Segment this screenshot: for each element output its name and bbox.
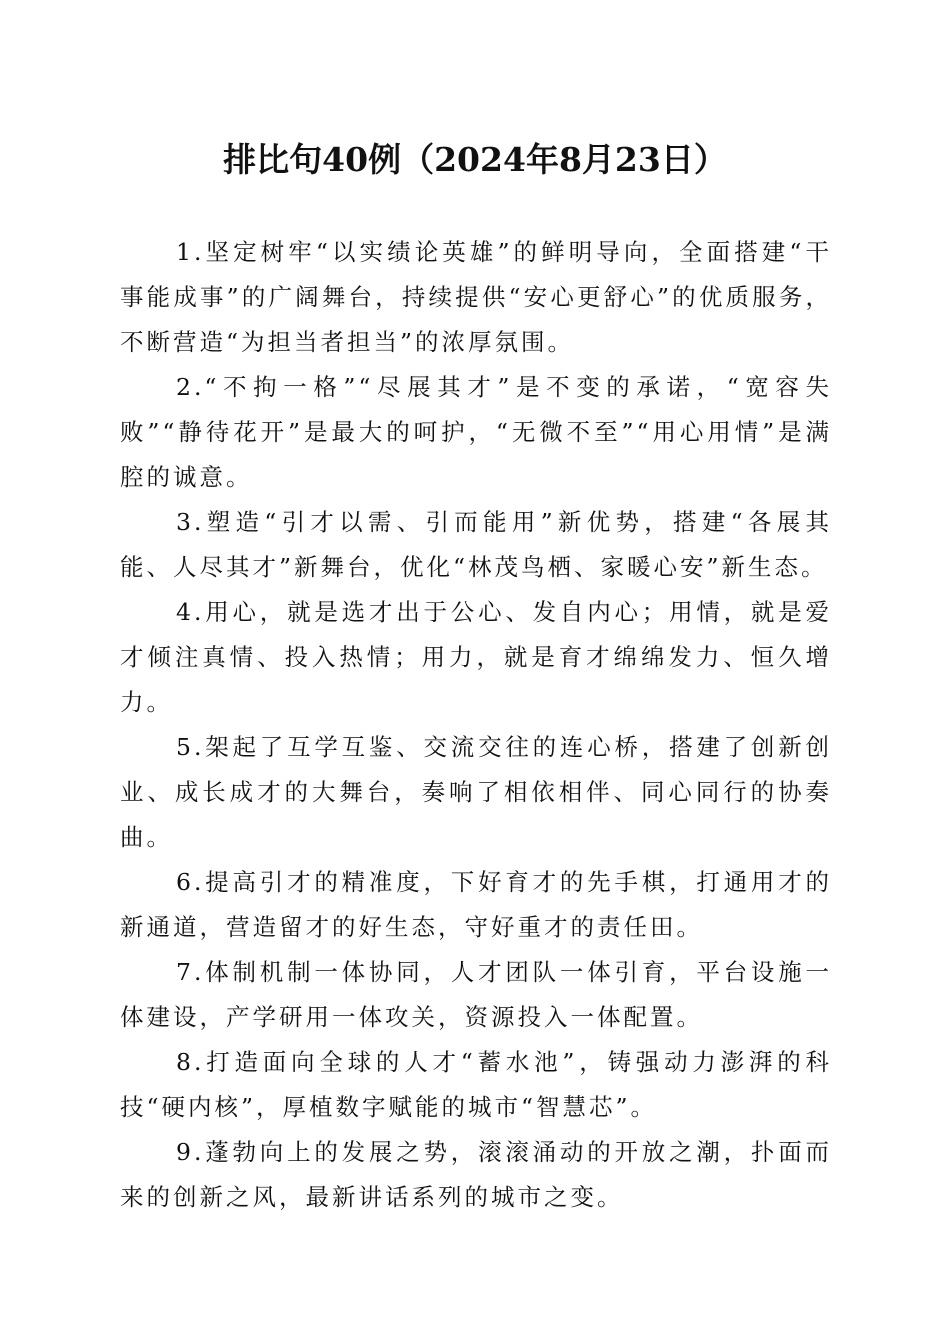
document-body bbox=[120, 230, 832, 1220]
paragraph-1: 1.坚定树牢“以实绩论英雄”的鲜明导向，全面搭建“干事能成事”的广阔舞台，持续提供“安心更舒心”的优质服务，不断营造“为担当者担当”的浓厚氛围。 bbox=[120, 238, 832, 356]
paragraph-7: 7.体制机制一体协同，人才团队一体引育，平台设施一体建设，产学研用一体攻关，资源投入一体配置。 bbox=[120, 958, 832, 1031]
paragraph-2: 2.“不拘一格”“尽展其才”是不变的承诺，“宽容失败”“静待花开”是最大的呵护，“无微不至”“用心用情”是满腔的诚意。 bbox=[120, 373, 832, 491]
paragraph-3: 3.塑造“引才以需、引而能用”新优势，搭建“各展其能、人尽其才”新舞台，优化“林茂鸟栖、家暖心安”新生态。 bbox=[120, 508, 832, 581]
paragraph-4: 4.用心，就是选才出于公心、发自内心；用情，就是爱才倾注真情、投入热情；用力，就是育才绵绵发力、恒久增力。 bbox=[120, 598, 832, 716]
paragraph-9: 9.蓬勃向上的发展之势，滚滚涌动的开放之潮，扑面而来的创新之风，最新讲话系列的城市之变。 bbox=[120, 1138, 832, 1211]
paragraph-6: 6.提高引才的精准度，下好育才的先手棋，打通用才的新通道，营造留才的好生态，守好重才的责任田。 bbox=[120, 868, 832, 941]
document-title: 排比句40例（2024年8月23日） bbox=[223, 140, 727, 179]
paragraph-5: 5.架起了互学互鉴、交流交往的连心桥，搭建了创新创业、成长成才的大舞台，奏响了相依相伴、同心同行的协奏曲。 bbox=[120, 733, 832, 851]
paragraph-8: 8.打造面向全球的人才“蓄水池”，铸强动力澎湃的科技“硬内核”，厚植数字赋能的城市“智慧芯”。 bbox=[120, 1048, 832, 1121]
